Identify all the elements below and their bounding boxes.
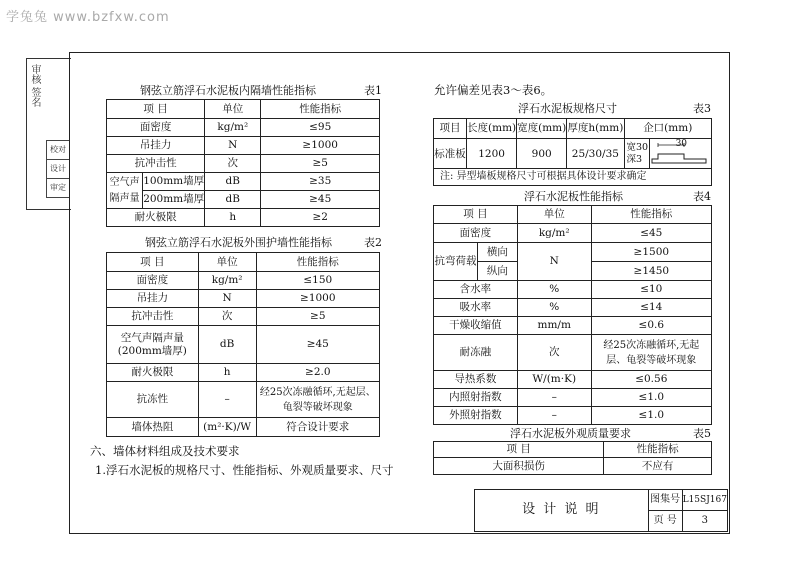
table3 [433,118,712,186]
binding-row: 设计 [47,160,69,179]
table2-value: ≥5 [256,308,379,326]
table4-unit: – [517,407,591,425]
table1-title: 钢弦立筋浮石水泥板内隔墙性能指标 [140,84,316,97]
table1-value: ≥35 [261,173,380,191]
table1-sound-sub: 100mm墙厚 [143,173,205,191]
table3-thickness: 25/30/35 [567,139,624,169]
table3-item: 标准板 [434,139,467,169]
table4-unit: % [517,299,591,317]
table1-unit: dB [205,173,261,191]
table4-title: 浮石水泥板性能指标 [524,190,623,203]
table2-item: 抗冲击性 [107,308,199,326]
table1-header-item: 项 目 [107,100,205,119]
table1-value: ≤95 [261,119,380,137]
table2-unit: dB [198,326,256,364]
table4-value: 经25次冻融循环,无起层、龟裂等破坏现象 [591,335,711,371]
table2-value: ≤150 [256,272,379,290]
binding-row: 校对 [47,141,69,160]
table4 [433,205,712,425]
table4-item: 面密度 [434,224,518,243]
table3-note: 注: 异型墙板规格尺寸可根据具体设计要求确定 [434,169,712,186]
table3-width: 900 [517,139,567,169]
table4-value: ≤10 [591,281,711,299]
table2-unit: h [198,364,256,382]
table5 [433,441,712,475]
table3-header: 宽度(mm) [517,119,567,139]
table5-header-item: 项 目 [434,442,604,458]
table2-value: ≥2.0 [256,364,379,382]
table4-header-value: 性能指标 [591,206,711,224]
table4-value: ≥1450 [591,262,711,281]
table4-value: ≤14 [591,299,711,317]
table4-bend-label: 抗弯荷载 [434,243,478,281]
table1-unit: 次 [205,155,261,173]
table3-header: 长度(mm) [467,119,517,139]
table5-value: 不应有 [604,458,712,475]
table4-item: 导热系数 [434,371,518,389]
table3-length: 1200 [467,139,517,169]
page-label: 页 号 [648,511,682,532]
table2-number: 表2 [364,236,382,249]
table1-unit: dB [205,191,261,209]
table4-bend-unit: N [517,243,591,281]
table5-title: 浮石水泥板外观质量要求 [510,427,631,440]
table1-item: 耐火极限 [107,209,205,227]
drawing-name: 设 计 说 明 [475,490,649,532]
table4-bend-sub: 横向 [477,243,517,262]
table3-number: 表3 [693,102,711,115]
table2-header-unit: 单位 [198,253,256,272]
table2-unit: 次 [198,308,256,326]
table2-item: 抗冻性 [107,382,199,418]
tongue-diagram [649,139,711,169]
table1-header-unit: 单位 [205,100,261,119]
table4-unit: 次 [517,335,591,371]
table3-header: 企口(mm) [624,119,712,139]
table4-item: 干燥收缩值 [434,317,518,335]
table4-value: ≤0.56 [591,371,711,389]
section6-line2: 允许偏差见表3～表6。 [434,83,553,97]
table1 [106,99,380,227]
table2-item: 吊挂力 [107,290,199,308]
table1-value: ≥2 [261,209,380,227]
table4-header-unit: 单位 [517,206,591,224]
table1-item: 吊挂力 [107,137,205,155]
section6-heading: 六、墙体材料组成及技术要求 [90,444,240,458]
page-number: 3 [682,511,727,532]
table1-unit: N [205,137,261,155]
table4-number: 表4 [693,190,711,203]
table1-unit: h [205,209,261,227]
table3-header: 项目 [434,119,467,139]
table1-value: ≥5 [261,155,380,173]
table5-header-value: 性能指标 [604,442,712,458]
table2-value: ≥1000 [256,290,379,308]
table2-value: ≥45 [256,326,379,364]
table4-item: 外照射指数 [434,407,518,425]
atlas-number: L15SJ167 [682,490,727,511]
table2-unit: N [198,290,256,308]
table1-sound-sub: 200mm墙厚 [143,191,205,209]
tongue-dim-label: 30 [675,139,688,149]
table2-value: 符合设计要求 [256,418,379,437]
table4-unit: kg/m² [517,224,591,243]
atlas-label: 图集号 [648,490,682,511]
table1-item: 抗冲击性 [107,155,205,173]
table1-value: ≥45 [261,191,380,209]
table4-value: ≤1.0 [591,389,711,407]
binding-grid [46,140,70,198]
table4-unit: W/(m·K) [517,371,591,389]
table1-number: 表1 [364,84,382,97]
table4-header-item: 项 目 [434,206,518,224]
table2-title: 钢弦立筋浮石水泥板外围护墙性能指标 [145,236,332,249]
table1-value: ≥1000 [261,137,380,155]
table3-title: 浮石水泥板规格尺寸 [518,102,617,115]
table3-tongue-width: 宽30 [626,141,649,153]
table4-value: ≥1500 [591,243,711,262]
binding-signature: 审核 签名 [29,64,40,108]
table4-value: ≤45 [591,224,711,243]
table4-value: ≤0.6 [591,317,711,335]
table4-item: 含水率 [434,281,518,299]
table3-tongue [624,139,649,169]
table4-unit: % [517,281,591,299]
table4-item: 内照射指数 [434,389,518,407]
binding-row: 审定 [50,183,66,192]
table2-item: 面密度 [107,272,199,290]
table5-item: 大面积损伤 [434,458,604,475]
table2-unit: (m²·K)/W [198,418,256,437]
table5-number: 表5 [693,427,711,440]
table2-item: 耐火极限 [107,364,199,382]
watermark: 学兔兔 www.bzfxw.com [6,10,170,25]
table2 [106,252,380,437]
table2-header-value: 性能指标 [256,253,379,272]
table3-tongue-depth: 深3 [626,153,643,165]
table1-sound-label: 空气声隔声量 [107,173,143,209]
table2-item: 墙体热阻 [107,418,199,437]
table2-unit: – [198,382,256,418]
table2-item: 空气声隔声量(200mm墙厚) [107,326,199,364]
table4-unit: – [517,389,591,407]
table4-item: 吸水率 [434,299,518,317]
table2-value: 经25次冻融循环,无起层、龟裂等破坏现象 [256,382,379,418]
table3-header: 厚度h(mm) [567,119,624,139]
table2-unit: kg/m² [198,272,256,290]
table1-header-value: 性能指标 [261,100,380,119]
table4-value: ≤1.0 [591,407,711,425]
table4-unit: mm/m [517,317,591,335]
title-block [474,489,728,532]
table2-header-item: 项 目 [107,253,199,272]
table4-item: 耐冻融 [434,335,518,371]
table4-bend-sub: 纵向 [477,262,517,281]
section6-line1: 1.浮石水泥板的规格尺寸、性能指标、外观质量要求、尺寸 [95,463,394,477]
table1-unit: kg/m² [205,119,261,137]
table1-item: 面密度 [107,119,205,137]
